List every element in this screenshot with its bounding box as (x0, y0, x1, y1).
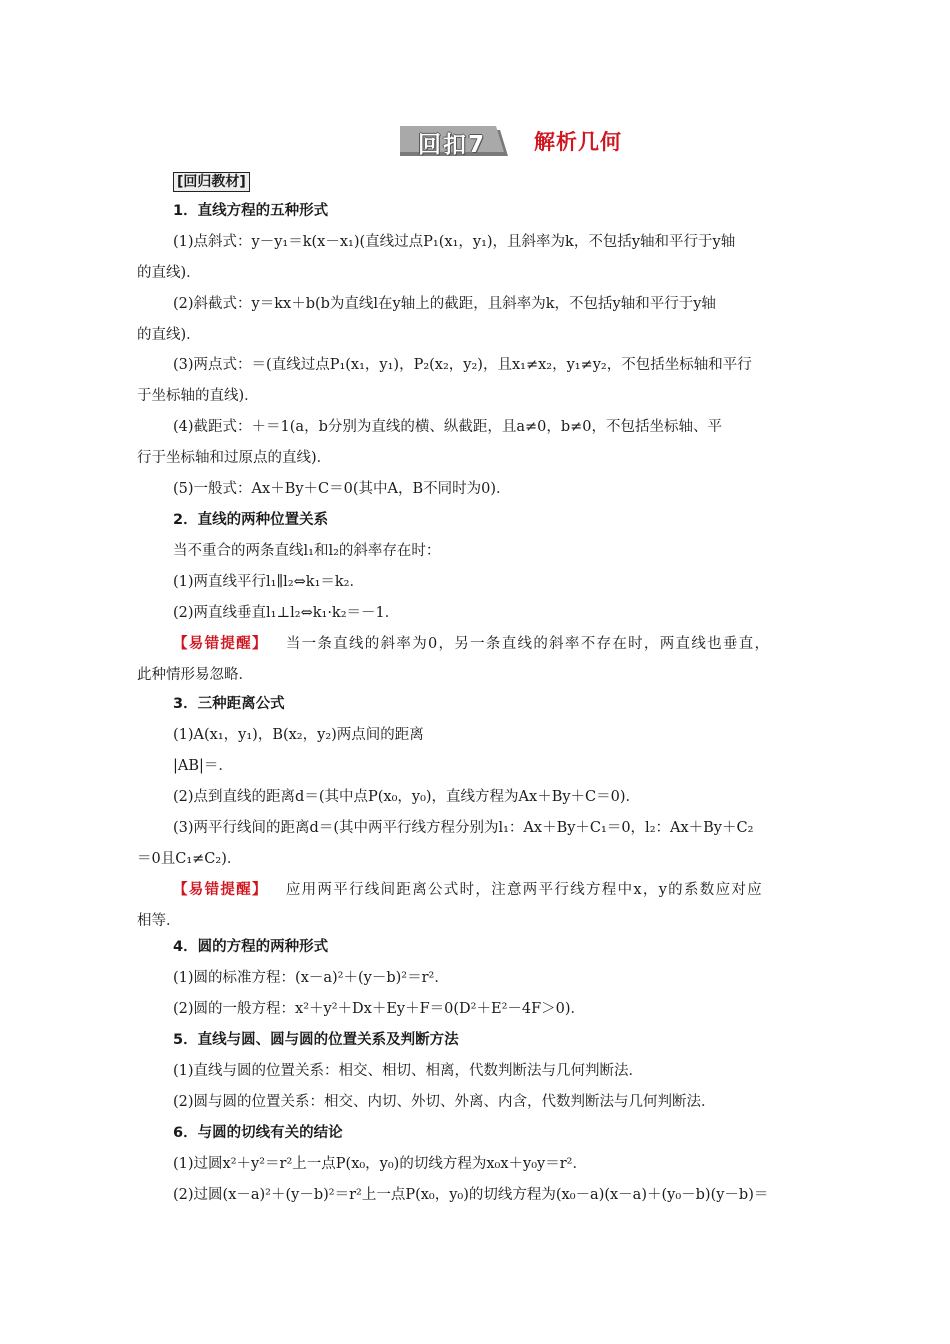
warning-text: 当一条直线的斜率为0，另一条直线的斜率不存在时，两直线也垂直， (285, 636, 771, 652)
text-line: (1)过圆x²＋y²＝r²上一点P(x₀，y₀)的切线方程为x₀x＋y₀y＝r²． (173, 1156, 587, 1172)
text-line: (1)两直线平行l₁∥l₂⇔k₁＝k₂． (173, 574, 364, 590)
text-line: 相等． (137, 913, 181, 929)
chapter-badge (400, 126, 508, 156)
warning-text: 应用两平行线间距离公式时，注意两平行线方程中x，y的系数应对应 (285, 882, 763, 898)
heading-5: 5．直线与圆、圆与圆的位置关系及判断方法 (173, 1032, 459, 1048)
text-line: (2)点到直线的距离d＝(其中点P(x₀，y₀)，直线方程为Ax＋By＋C＝0)． (173, 789, 641, 805)
text-line: (2)斜截式：y＝kx＋b(b为直线l在y轴上的截距，且斜率为k，不包括y轴和平行于y轴 (173, 296, 716, 312)
chapter-badge-label: 回扣7 (417, 132, 486, 158)
heading-3: 3．三种距离公式 (173, 696, 285, 712)
text-line: 此种情形易忽略． (137, 667, 253, 683)
text-line: ＝0且C₁≠C₂)． (137, 851, 242, 867)
heading-1: 1．直线方程的五种形式 (173, 203, 329, 219)
heading-6: 6．与圆的切线有关的结论 (173, 1125, 343, 1141)
text-line: 的直线)． (137, 265, 201, 281)
heading-2: 2．直线的两种位置关系 (173, 512, 329, 528)
warning-note (137, 880, 815, 900)
warning-label: 【易错提醒】 (173, 882, 268, 898)
warning-label: 【易错提醒】 (173, 636, 268, 652)
text-line: 行于坐标轴和过原点的直线)． (137, 450, 332, 466)
page-title: 解析几何 (534, 130, 622, 154)
text-line: |AB|＝． (173, 758, 233, 774)
heading-4: 4．圆的方程的两种形式 (173, 939, 329, 955)
text-line: 当不重合的两条直线l₁和l₂的斜率存在时： (173, 543, 441, 559)
text-line: (1)圆的标准方程：(x－a)²＋(y－b)²＝r²． (173, 970, 449, 986)
text-line: (3)两平行线间的距离d＝(其中两平行线方程分别为l₁：Ax＋By＋C₁＝0，l₂：Ax＋By＋C₂ (173, 820, 754, 836)
text-line: (4)截距式：＋＝1(a，b分别为直线的横、纵截距，且a≠0，b≠0，不包括坐标轴、平 (173, 419, 723, 435)
warning-note (137, 634, 815, 654)
text-line: (5)一般式：Ax＋By＋C＝0(其中A，B不同时为0)． (173, 481, 511, 497)
text-line: 于坐标轴的直线)． (137, 388, 259, 404)
text-line: (2)圆与圆的位置关系：相交、内切、外切、外离、内含，代数判断法与几何判断法． (173, 1094, 716, 1110)
text-line: (3)两点式：＝(直线过点P₁(x₁，y₁)，P₂(x₂，y₂)，且x₁≠x₂，y₁≠y₂，不包括坐标轴和平行 (173, 357, 752, 373)
page-header (400, 124, 622, 158)
text-line: 的直线)． (137, 327, 201, 343)
text-line: (2)过圆(x－a)²＋(y－b)²＝r²上一点P(x₀，y₀)的切线方程为(x₀－a)(x－a)＋(y₀－b)(y－b)＝ (173, 1187, 769, 1203)
text-line: (1)点斜式：y－y₁＝k(x－x₁)(直线过点P₁(x₁，y₁)，且斜率为k，不包括y轴和平行于y轴 (173, 234, 736, 250)
text-line: (2)圆的一般方程：x²＋y²＋Dx＋Ey＋F＝0(D²＋E²－4F＞0)． (173, 1001, 586, 1017)
text-line: (2)两直线垂直l₁⊥l₂⇔k₁·k₂＝－1． (173, 605, 400, 621)
text-line: (1)直线与圆的位置关系：相交、相切、相离，代数判断法与几何判断法． (173, 1063, 644, 1079)
section-tag: [回归教材] (173, 172, 250, 192)
text-line: (1)A(x₁，y₁)，B(x₂，y₂)两点间的距离 (173, 727, 424, 743)
